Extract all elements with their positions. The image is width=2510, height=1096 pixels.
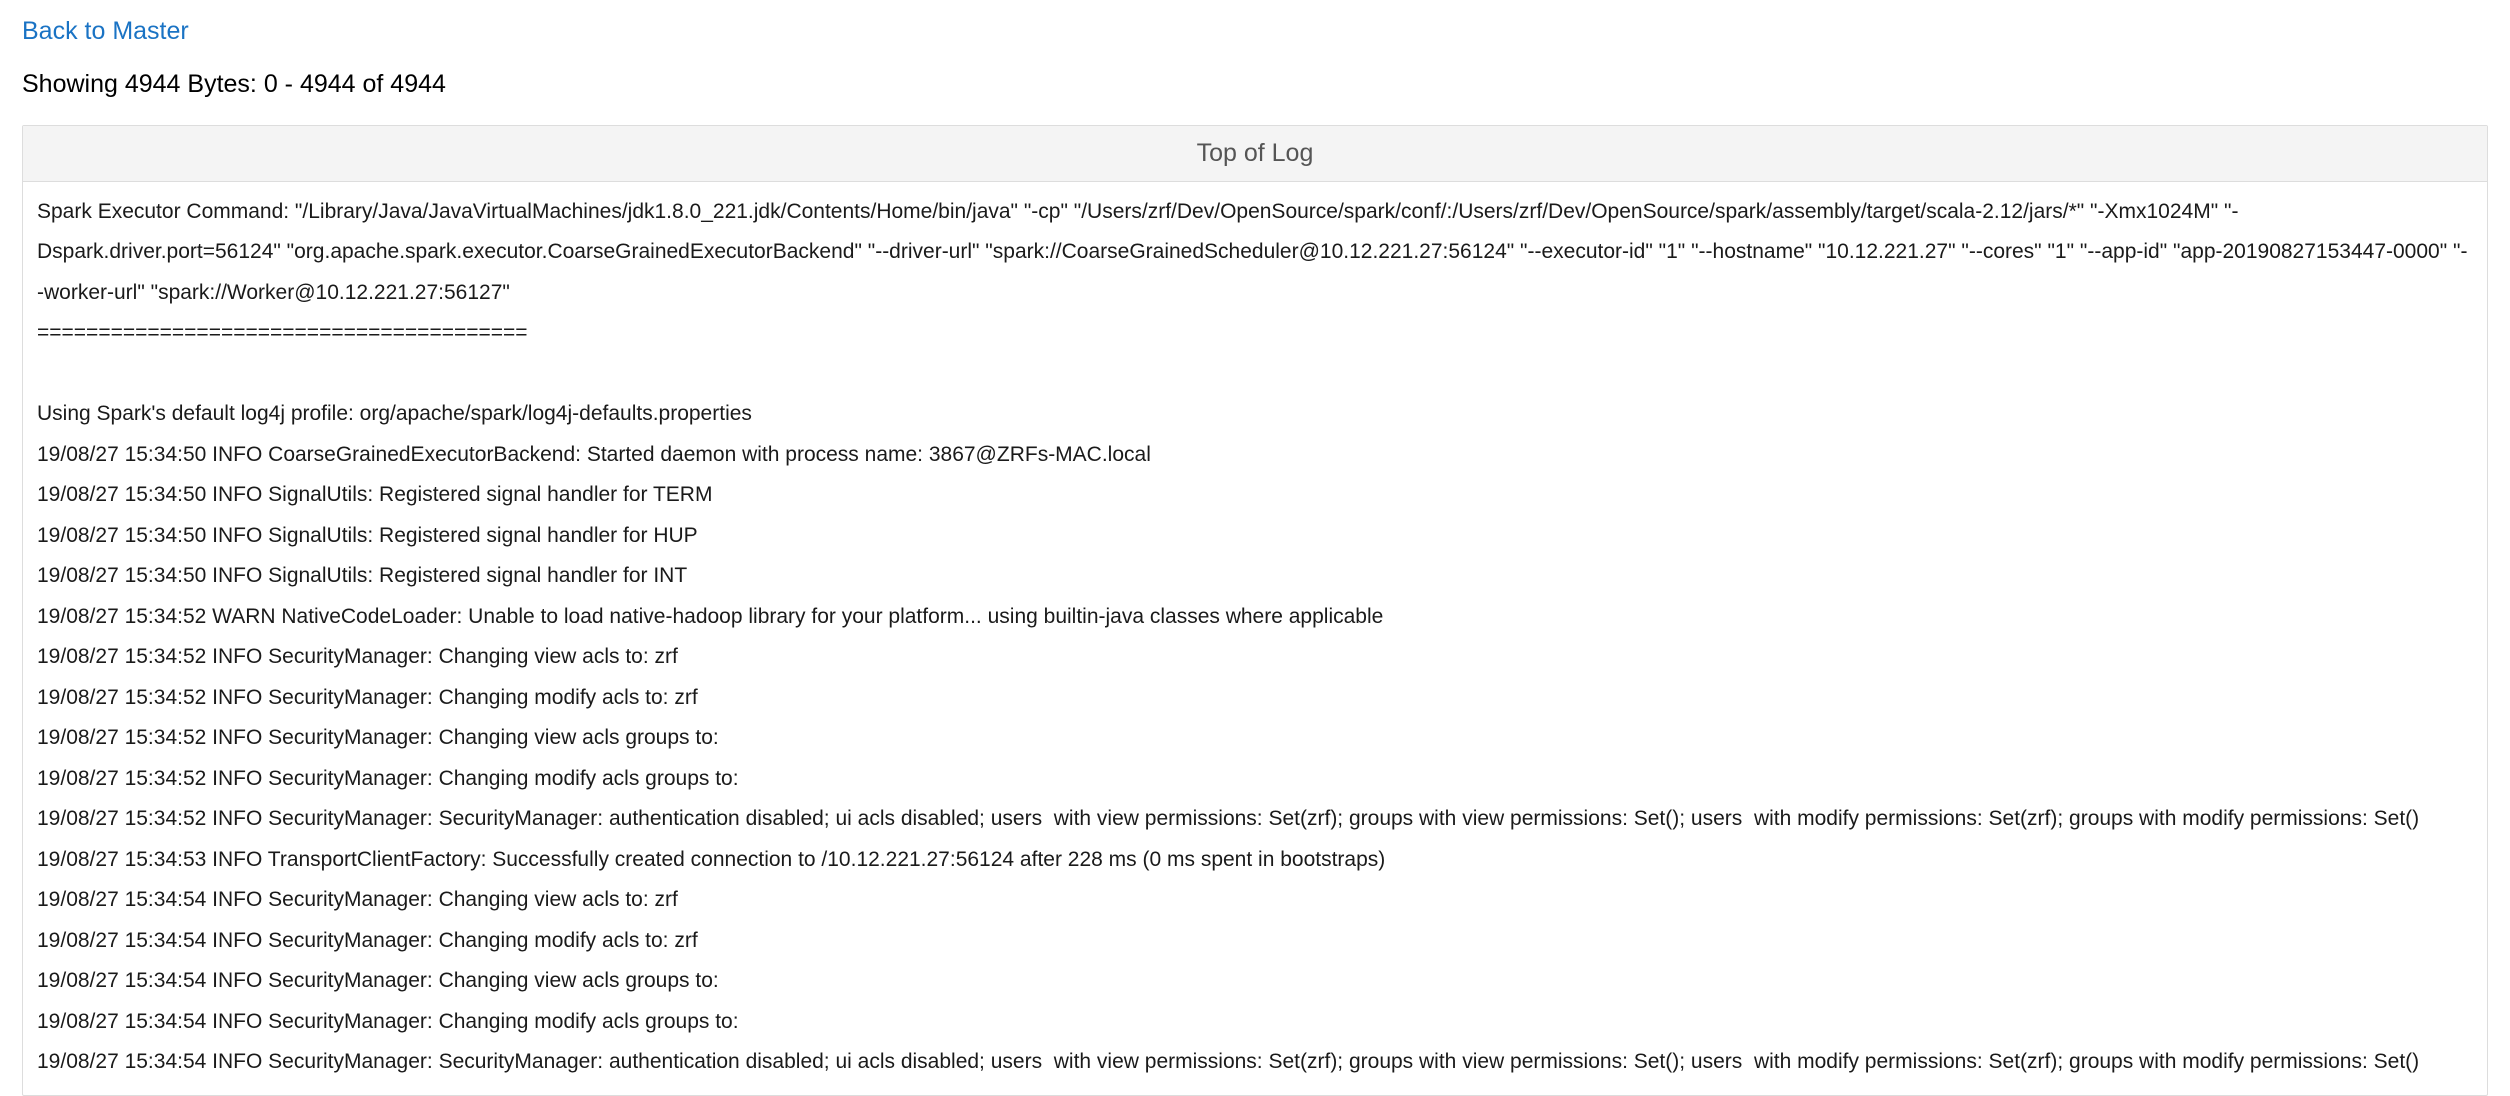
log-line: 19/08/27 15:34:50 INFO SignalUtils: Registered signal handler for HUP [37, 523, 698, 547]
log-line: 19/08/27 15:34:54 INFO SecurityManager: SecurityManager: authentication disabled; ui acls disabled; users with view permissions: Set(zrf); groups with view permissions: Set(); users with modify permissions: Set(zrf); groups with modify permissions: Set() [37, 1050, 2420, 1074]
log-line: 19/08/27 15:34:54 INFO SecurityManager: Changing view acls to: zrf [37, 888, 678, 912]
log-line: 19/08/27 15:34:52 INFO SecurityManager: Changing view acls to: zrf [37, 645, 678, 669]
log-line: 19/08/27 15:34:54 INFO SecurityManager: Changing modify acls to: zrf [37, 928, 698, 952]
log-line: 19/08/27 15:34:50 INFO SignalUtils: Registered signal handler for TERM [37, 483, 713, 507]
log-line: Using Spark's default log4j profile: org/apache/spark/log4j-defaults.properties [37, 402, 752, 426]
log-line: 19/08/27 15:34:53 INFO TransportClientFactory: Successfully created connection to /10.12.221.27:56124 after 228 ms (0 ms spent in bootstraps) [37, 847, 1386, 871]
log-line: 19/08/27 15:34:52 WARN NativeCodeLoader: Unable to load native-hadoop library for your platform... using builtin-java classes where applicable [37, 604, 1384, 628]
log-line: 19/08/27 15:34:52 INFO SecurityManager: Changing modify acls to: zrf [37, 685, 698, 709]
log-panel [22, 125, 2488, 1096]
log-line: 19/08/27 15:34:52 INFO SecurityManager: SecurityManager: authentication disabled; ui acls disabled; users with view permissions: Set(zrf); groups with view permissions: Set(); users with modify permissions: Set(zrf); groups with modify permissions: Set() [37, 807, 2420, 831]
back-to-master-link[interactable]: Back to Master [22, 17, 189, 45]
log-line: ======================================== [37, 321, 528, 345]
log-line: 19/08/27 15:34:52 INFO SecurityManager: Changing modify acls groups to: [37, 766, 739, 790]
log-line: 19/08/27 15:34:54 INFO SecurityManager: Changing view acls groups to: [37, 969, 719, 993]
log-line [37, 354, 2473, 395]
log-line: 19/08/27 15:34:54 INFO SecurityManager: Changing modify acls groups to: [37, 1009, 739, 1033]
log-line: 19/08/27 15:34:50 INFO SignalUtils: Registered signal handler for INT [37, 564, 688, 588]
log-content[interactable] [23, 182, 2487, 1095]
showing-bytes-status: Showing 4944 Bytes: 0 - 4944 of 4944 [22, 70, 446, 98]
log-line: Spark Executor Command: "/Library/Java/JavaVirtualMachines/jdk1.8.0_221.jdk/Contents/Home/bin/java" "-cp" "/Users/zrf/Dev/OpenSource/spark/conf/:/Users/zrf/Dev/OpenSource/spark/assembly/target/scala-2.12/jars/*" "-Xmx1024M" "-Dspark.driver.port=56124" "org.apache.spark.executor.CoarseGrainedExecutorBackend" "--driver-url" "spark://CoarseGrainedScheduler@10.12.221.27:56124" "--executor-id" "1" "--hostname" "10.12.221.27" "--cores" "1" "--app-id" "app-20190827153447-0000" "--worker-url" "spark://Worker@10.12.221.27:56127" [37, 199, 2468, 304]
log-line: 19/08/27 15:34:52 INFO SecurityManager: Changing view acls groups to: [37, 726, 719, 750]
log-panel-header: Top of Log [23, 126, 2487, 182]
log-line: 19/08/27 15:34:50 INFO CoarseGrainedExecutorBackend: Started daemon with process name: 3867@ZRFs-MAC.local [37, 442, 1151, 466]
